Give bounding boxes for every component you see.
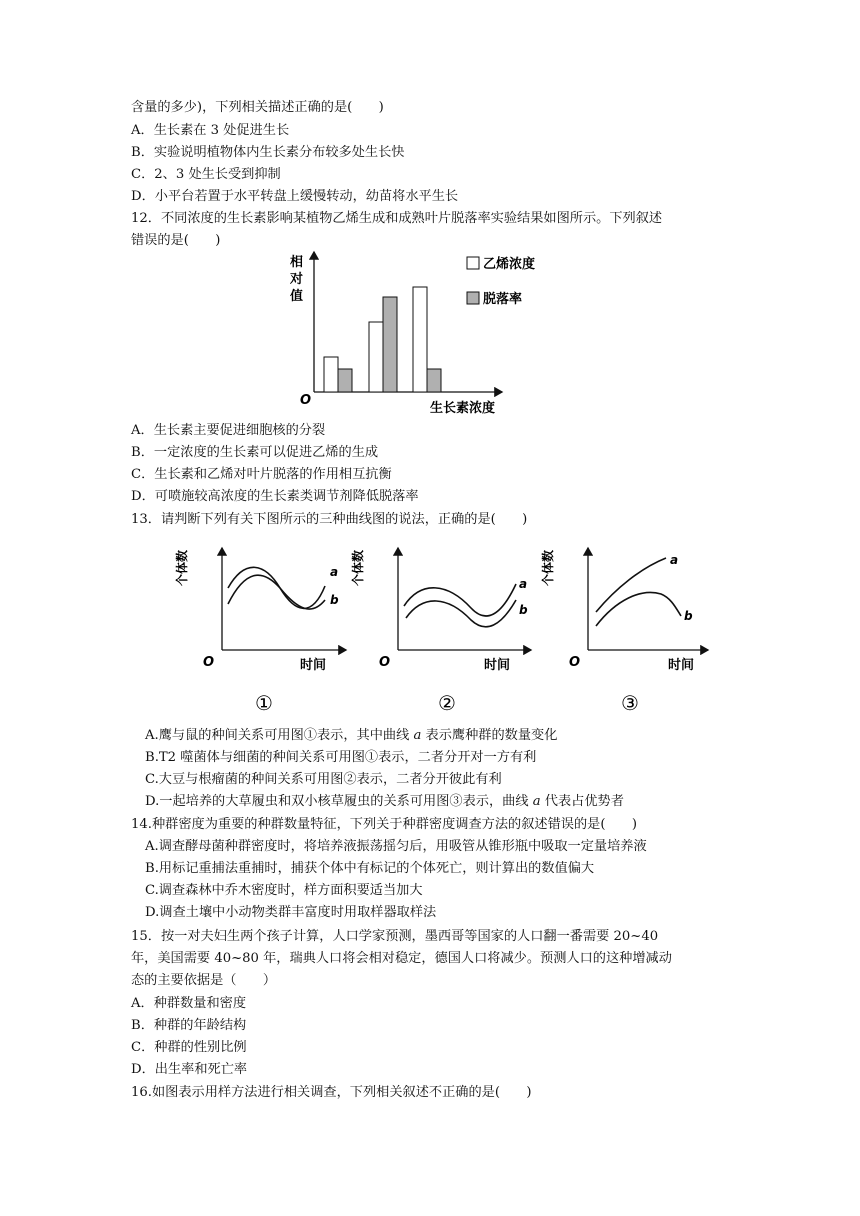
- graph3-curve-a: [596, 558, 666, 612]
- graph3-xlabel: 时间: [668, 658, 695, 673]
- q12-origin: O: [300, 393, 312, 408]
- q12-stem-line2: 错误的是( ): [131, 233, 221, 248]
- q14-option-b: B.用标记重捕法重捕时，捕获个体中有标记的个体死亡，则计算出的数值偏大: [145, 861, 595, 876]
- q14-option-a: A.调查酵母菌种群密度时，将培养液振荡摇匀后，用吸管从锥形瓶中吸取一定量培养液: [145, 839, 647, 854]
- q12-option-b: B．一定浓度的生长素可以促进乙烯的生成: [131, 445, 379, 460]
- q13-option-c: C.大豆与根瘤菌的种间关系可用图②表示，二者分开彼此有利: [145, 772, 502, 787]
- q15-stem-line1: 15．按一对夫妇生两个孩子计算，人口学家预测，墨西哥等国家的人口翻一番需要 20~40: [131, 929, 659, 944]
- graph1-label-b: b: [330, 593, 339, 607]
- graph1-curve-b: [228, 575, 325, 609]
- q11-option-a: A．生长素在 3 处促进生长: [131, 123, 290, 138]
- q12-xlabel: 生长素浓度: [430, 401, 496, 416]
- graph2-label-a: a: [519, 577, 528, 591]
- q12-stem-line1: 12．不同浓度的生长素影响某植物乙烯生成和成熟叶片脱落率实验结果如图所示。下列叙述: [131, 211, 663, 226]
- q12-bar-chart: [280, 246, 570, 418]
- q13-graph-3: [541, 538, 716, 720]
- graph3-number: ③: [621, 691, 639, 715]
- q13-option-b: B.T2 噬菌体与细菌的种间关系可用图①表示，二者分开对一方有利: [145, 750, 537, 765]
- q12-ylabel-2: 对: [290, 272, 304, 287]
- q12-option-a: A．生长素主要促进细胞核的分裂: [131, 423, 326, 438]
- graph1-number: ①: [255, 691, 273, 715]
- q12-ylabel-1: 相: [290, 255, 304, 270]
- q13-option-d: D.一起培养的大草履虫和双小核草履虫的关系可用图③表示，曲线 a 代表占优势者: [145, 794, 624, 809]
- graph1-curve-a: [228, 567, 325, 608]
- bar-ethylene-1: [324, 357, 338, 392]
- graph3-label-a: a: [670, 553, 679, 567]
- q13-graph-1: [175, 538, 355, 720]
- graph3-label-b: b: [684, 609, 693, 623]
- q15-stem-line2: 年，美国需要 40~80 年，瑞典人口将会相对稳定，德国人口将减少。预测人口的这种增减动: [131, 951, 672, 966]
- graph2-xlabel: 时间: [484, 658, 511, 673]
- bar-ethylene-2: [369, 322, 383, 392]
- q12-option-c: C．生长素和乙烯对叶片脱落的作用相互抗衡: [131, 467, 392, 482]
- q14-stem: 14.种群密度为重要的种群数量特征，下列关于种群密度调查方法的叙述错误的是( ): [131, 817, 638, 832]
- q14-option-c: C.调查森林中乔木密度时，样方面积要适当加大: [145, 883, 423, 898]
- graph1-xlabel: 时间: [300, 658, 327, 673]
- bar-ethylene-3: [413, 287, 427, 392]
- bar-abscission-3: [427, 369, 441, 392]
- legend-label-ethylene: 乙烯浓度: [483, 257, 536, 272]
- legend-swatch-abscission: [467, 292, 479, 304]
- graph2-label-b: b: [519, 603, 528, 617]
- graph2-number: ②: [438, 691, 456, 715]
- graph2-origin: O: [379, 655, 391, 670]
- q13-stem: 13．请判断下列有关下图所示的三种曲线图的说法，正确的是( ): [131, 512, 528, 527]
- graph3-origin: O: [569, 655, 581, 670]
- graph2-ylabel: 个体数: [351, 549, 365, 586]
- graph1-label-a: a: [330, 565, 339, 579]
- q15-option-c: C．种群的性别比例: [131, 1040, 247, 1055]
- q13-graph-2: [351, 538, 541, 720]
- q11-option-d: D．小平台若置于水平转盘上缓慢转动，幼苗将水平生长: [131, 189, 459, 204]
- bar-abscission-2: [383, 297, 397, 392]
- q12-option-d: D．可喷施较高浓度的生长素类调节剂降低脱落率: [131, 489, 419, 504]
- graph1-ylabel: 个体数: [175, 549, 189, 586]
- q11-stem-tail: 含量的多少)，下列相关描述正确的是( ): [131, 100, 384, 115]
- q11-option-c: C．2、3 处生长受到抑制: [131, 167, 281, 182]
- q14-option-d: D.调查土壤中小动物类群丰富度时用取样器取样法: [145, 905, 437, 920]
- bar-abscission-1: [338, 369, 352, 392]
- legend-label-abscission: 脱落率: [483, 292, 523, 307]
- q15-option-b: B．种群的年龄结构: [131, 1018, 247, 1033]
- graph1-origin: O: [203, 655, 215, 670]
- q15-stem-line3: 态的主要依据是（ ）: [131, 973, 277, 988]
- graph3-ylabel: 个体数: [541, 549, 555, 586]
- q11-option-b: B．实验说明植物体内生长素分布较多处生长快: [131, 145, 405, 160]
- legend-swatch-ethylene: [467, 257, 479, 269]
- q15-option-a: A．种群数量和密度: [131, 996, 247, 1011]
- q16-stem: 16.如图表示用样方法进行相关调查，下列相关叙述不正确的是( ): [131, 1085, 532, 1100]
- q13-option-a: A.鹰与鼠的种间关系可用图①表示，其中曲线 a 表示鹰种群的数量变化: [145, 728, 558, 743]
- q15-option-d: D．出生率和死亡率: [131, 1062, 248, 1077]
- q12-ylabel-3: 值: [290, 289, 304, 304]
- graph2-curve-b: [406, 600, 516, 627]
